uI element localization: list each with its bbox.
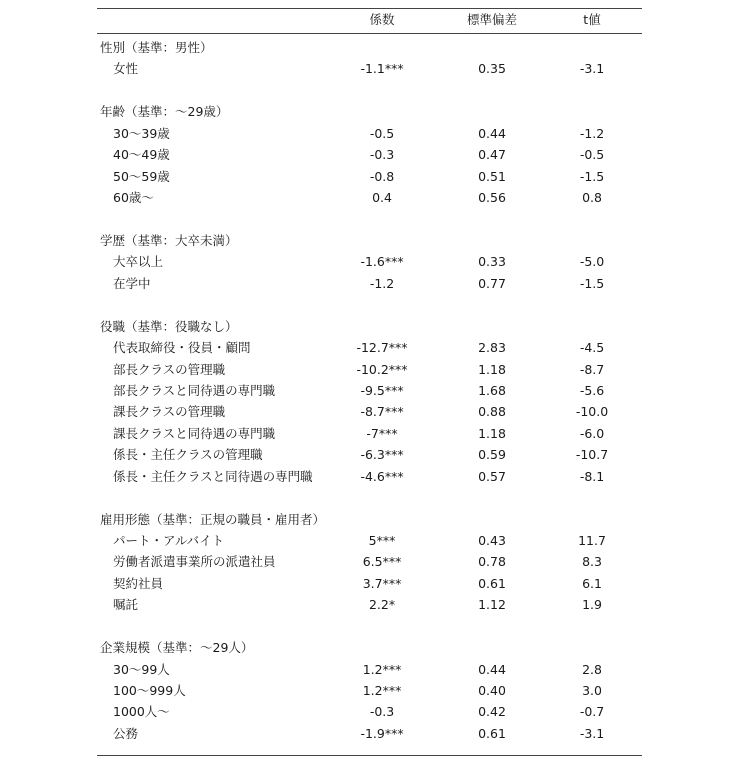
table-row — [97, 594, 642, 615]
cell-t: 2.8 — [582, 661, 602, 677]
cell-se: 0.51 — [478, 168, 506, 184]
table-row — [97, 444, 642, 465]
row-label: 係長・主任クラスの管理職 — [113, 447, 263, 463]
cell-se: 0.77 — [478, 275, 506, 291]
header-se: 標準偏差 — [467, 12, 518, 27]
cell-se: 0.59 — [478, 447, 506, 463]
cell-se: 1.12 — [478, 597, 506, 613]
cell-se: 0.40 — [478, 683, 506, 698]
group-title: 性別（基準：男性） — [100, 40, 213, 55]
table-row — [97, 680, 642, 701]
cell-coef: -8.7*** — [360, 404, 404, 420]
cell-coef: -1.2 — [369, 275, 395, 291]
cell-coef: 5*** — [368, 533, 396, 548]
table-row — [97, 58, 642, 79]
cell-coef: 0.4 — [372, 190, 392, 205]
cell-coef: -0.8 — [369, 168, 395, 184]
header-coef: 係数 — [369, 12, 395, 27]
cell-t: -0.5 — [579, 147, 605, 163]
cell-t: -5.6 — [579, 383, 605, 398]
cell-t: -10.7 — [575, 447, 609, 463]
cell-se: 0.42 — [478, 704, 506, 720]
table-row — [97, 530, 642, 551]
cell-se: 0.88 — [478, 404, 506, 420]
cell-se: 0.33 — [478, 254, 506, 270]
cell-coef: 1.2*** — [362, 683, 402, 698]
cell-coef: 1.2*** — [362, 661, 402, 677]
row-label: 嘱託 — [113, 597, 139, 613]
cell-t: -0.7 — [579, 704, 605, 720]
cell-se: 0.56 — [478, 190, 506, 205]
table-row — [97, 359, 642, 380]
cell-coef: -10.2*** — [356, 361, 408, 377]
cell-coef: -1.9*** — [360, 725, 404, 741]
cell-t: -6.0 — [579, 425, 605, 441]
cell-se: 1.18 — [478, 361, 506, 377]
cell-t: 0.8 — [582, 190, 602, 205]
row-label: 100～999人 — [113, 683, 186, 698]
cell-se: 0.61 — [478, 725, 506, 741]
row-label: 代表取締役・役員・顧問 — [113, 340, 251, 356]
table-row — [97, 701, 642, 722]
table-row — [97, 573, 642, 594]
cell-se: 1.18 — [478, 425, 506, 441]
row-label: 公務 — [113, 725, 139, 741]
table-row — [97, 551, 642, 572]
cell-t: -1.2 — [579, 125, 605, 141]
table-row — [97, 166, 642, 187]
table-row — [97, 251, 642, 272]
cell-t: -8.1 — [579, 468, 605, 484]
row-label: 60歳～ — [113, 190, 154, 205]
cell-t: 6.1 — [582, 575, 602, 591]
group-title: 雇用形態（基準：正規の職員・雇用者） — [100, 511, 326, 527]
group-title-row — [97, 637, 642, 658]
cell-se: 0.57 — [478, 468, 506, 484]
table-row — [97, 401, 642, 422]
table-row — [97, 187, 642, 208]
table-row — [97, 337, 642, 358]
row-label: 40～49歳 — [113, 147, 170, 163]
table-row — [97, 723, 642, 744]
cell-coef: -7*** — [366, 425, 398, 441]
cell-t: -3.1 — [579, 725, 605, 741]
row-label: 部長クラスの管理職 — [113, 361, 226, 377]
header-t: t値 — [583, 12, 601, 27]
cell-t: -1.5 — [579, 275, 605, 291]
bottom-rule — [97, 755, 642, 756]
table-row — [97, 144, 642, 165]
cell-t: 3.0 — [582, 683, 602, 698]
row-label: 課長クラスの管理職 — [113, 404, 226, 420]
cell-t: -3.1 — [579, 61, 605, 77]
cell-coef: -0.3 — [369, 704, 395, 720]
cell-se: 0.44 — [478, 661, 506, 677]
row-label: 在学中 — [113, 275, 151, 291]
cell-t: 1.9 — [582, 597, 602, 613]
cell-t: -5.0 — [579, 254, 605, 270]
cell-se: 0.61 — [478, 575, 506, 591]
row-label: 30～99人 — [113, 661, 170, 677]
table-row — [97, 466, 642, 487]
header-rule — [97, 33, 642, 34]
row-label: 部長クラスと同待遇の専門職 — [113, 383, 276, 398]
row-label: パート・アルバイト — [113, 533, 225, 548]
cell-se: 0.44 — [478, 125, 506, 141]
cell-t: -10.0 — [575, 404, 609, 420]
cell-se: 1.68 — [478, 383, 506, 398]
table-row — [97, 123, 642, 144]
table-row — [97, 380, 642, 401]
cell-se: 2.83 — [478, 340, 506, 356]
row-label: 1000人～ — [113, 704, 170, 720]
cell-t: 11.7 — [578, 533, 606, 548]
group-title: 企業規模（基準：～29人） — [100, 640, 254, 656]
row-label: 契約社員 — [113, 575, 164, 591]
cell-coef: -0.5 — [369, 125, 395, 141]
group-title: 役職（基準：役職なし） — [100, 318, 238, 334]
group-title-row — [97, 101, 642, 122]
group-title-row — [97, 230, 642, 251]
cell-coef: 3.7*** — [362, 575, 402, 591]
row-label: 労働者派遣事業所の派遣社員 — [113, 554, 276, 570]
table-row — [97, 273, 642, 294]
row-label: 係長・主任クラスと同待遇の専門職 — [113, 468, 313, 484]
cell-se: 0.43 — [478, 533, 506, 548]
row-label: 50～59歳 — [113, 168, 170, 184]
cell-t: -4.5 — [579, 340, 605, 356]
cell-coef: -6.3*** — [360, 447, 404, 463]
group-title: 学歴（基準：大卒未満） — [100, 233, 238, 248]
row-label: 大卒以上 — [113, 254, 164, 270]
group-title: 年齢（基準：～29歳） — [100, 104, 229, 120]
cell-coef: -4.6*** — [360, 468, 404, 484]
row-label: 女性 — [113, 61, 139, 77]
row-label: 30～39歳 — [113, 125, 170, 141]
header-row — [97, 9, 642, 30]
cell-t: 8.3 — [582, 554, 602, 570]
cell-coef: -9.5*** — [360, 383, 404, 398]
cell-coef: -12.7*** — [356, 340, 408, 356]
cell-se: 0.35 — [478, 61, 506, 77]
table-row — [97, 659, 642, 680]
group-title-row — [97, 37, 642, 58]
cell-se: 0.78 — [478, 554, 506, 570]
cell-t: -8.7 — [579, 361, 605, 377]
cell-coef: -1.1*** — [360, 61, 404, 77]
table-row — [97, 423, 642, 444]
group-title-row — [97, 316, 642, 337]
cell-t: -1.5 — [579, 168, 605, 184]
group-title-row — [97, 509, 642, 530]
row-label: 課長クラスと同待遇の専門職 — [113, 425, 276, 441]
cell-se: 0.47 — [478, 147, 506, 163]
cell-coef: 2.2* — [368, 597, 396, 613]
cell-coef: 6.5*** — [362, 554, 402, 570]
cell-coef: -1.6*** — [360, 254, 404, 270]
cell-coef: -0.3 — [369, 147, 395, 163]
